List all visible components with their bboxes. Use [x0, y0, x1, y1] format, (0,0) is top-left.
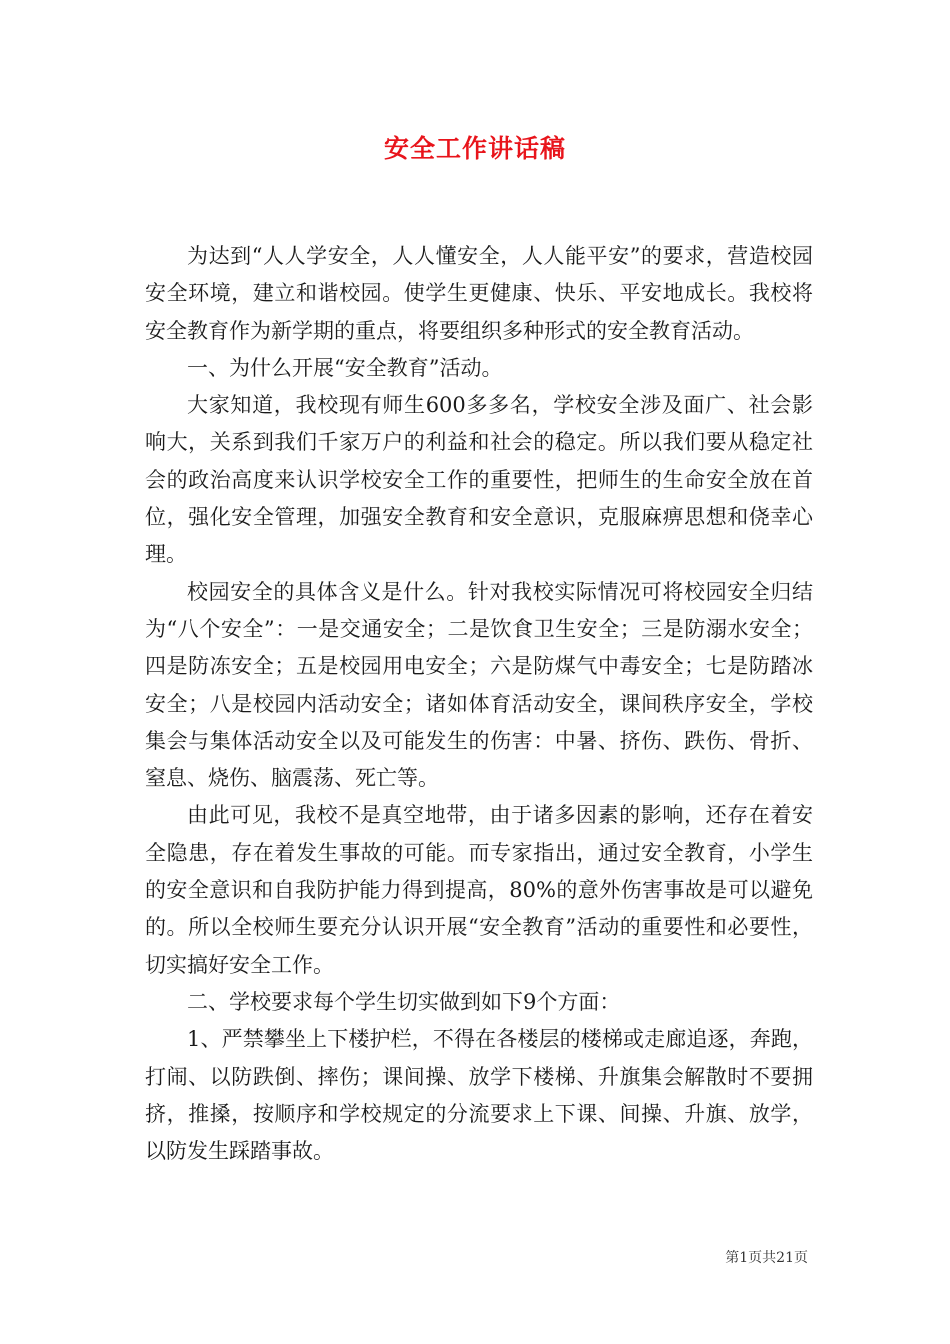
paragraph-background: 大家知道，我校现有师生600多多名，学校安全涉及面广、社会影响大，关系到我们千家万户的利益和社会的稳定。所以我们要从稳定社会的政治高度来认识学校安全工作的重要性，把师生的生命安全放在首位，强化安全管理，加强安全教育和安全意识，克服麻痹思想和侥幸心理。: [145, 393, 813, 567]
section-heading-2: 二、学校要求每个学生切实做到如下9个方面：: [187, 989, 621, 1014]
page-number: 第1页共21页: [725, 1250, 808, 1266]
section-heading-1: 一、为什么开展“安全教育”活动。: [187, 355, 503, 380]
paragraph-conclusion: 由此可见，我校不是真空地带，由于诸多因素的影响，还存在着安全隐患，存在着发生事故的可能。而专家指出，通过安全教育，小学生的安全意识和自我防护能力得到提高，80%的意外伤害事故是可以避免的。所以全校师生要充分认识开展“安全教育”活动的重要性和必要性，切实搞好安全工作。: [145, 803, 813, 977]
document-body: [145, 238, 813, 1170]
paragraph-eight-safeties: 校园安全的具体含义是什么。针对我校实际情况可将校园安全归结为“八个安全”：一是交通安全；二是饮食卫生安全；三是防溺水安全；四是防冻安全；五是校园用电安全；六是防煤气中毒安全；七是防踏冰安全；八是校园内活动安全；诸如体育活动安全，课间秩序安全，学校集会与集体活动安全以及可能发生的伤害：中暑、挤伤、跌伤、骨折、窒息、烧伤、脑震荡、死亡等。: [145, 579, 813, 791]
document-title: 安全工作讲话稿: [383, 134, 566, 163]
paragraph-intro: 为达到“人人学安全，人人懂安全，人人能平安”的要求，营造校园安全环境，建立和谐校园。使学生更健康、快乐、平安地成长。我校将安全教育作为新学期的重点，将要组织多种形式的安全教育活动。: [145, 244, 813, 343]
rule-item-1: 1、严禁攀坐上下楼护栏，不得在各楼层的楼梯或走廊追逐，奔跑，打闹、以防跌倒、摔伤；课间操、放学下楼梯、升旗集会解散时不要拥挤，推搡，按顺序和学校规定的分流要求上下课、间操、升旗、放学，以防发生踩踏事故。: [145, 1027, 813, 1164]
